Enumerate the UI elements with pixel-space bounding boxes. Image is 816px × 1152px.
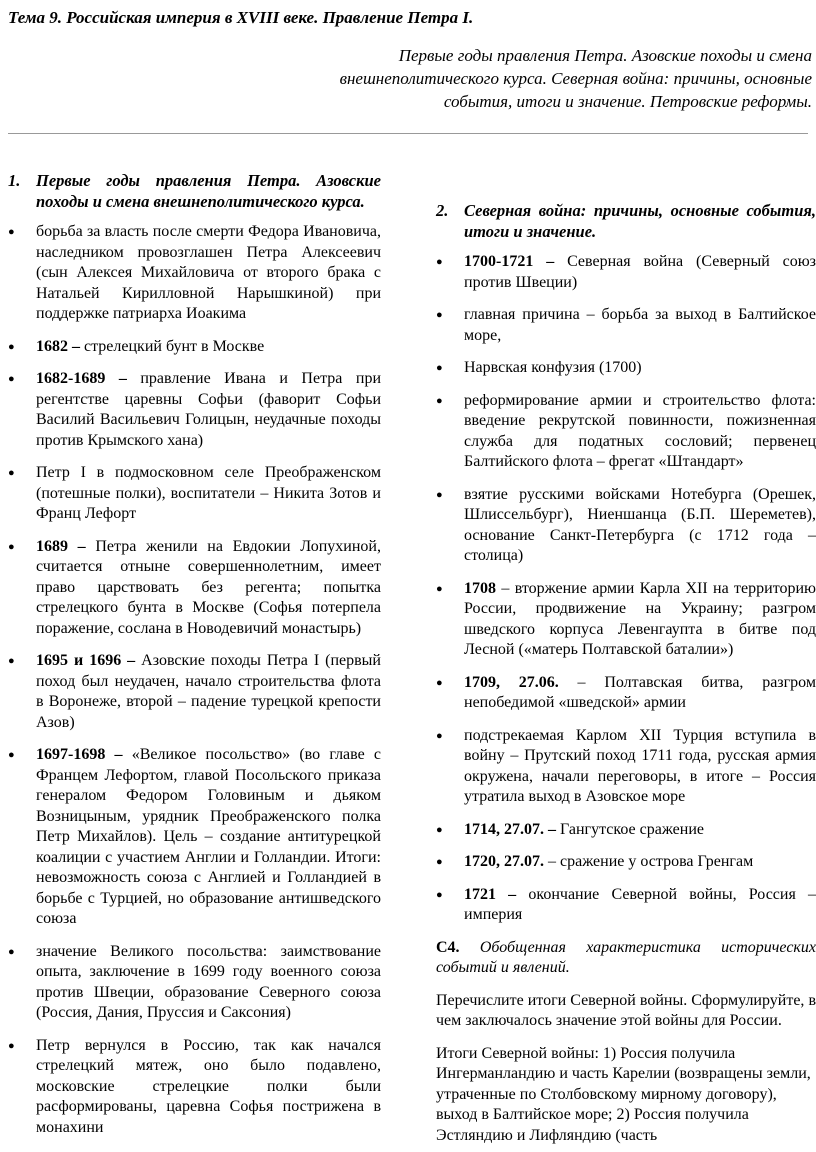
bullet-icon: ●	[436, 488, 443, 501]
bullet-icon: ●	[436, 856, 443, 868]
list-item-date: 1682-1689 –	[36, 370, 127, 387]
list-item-body: борьба за власть после смерти Федора Ивановича, наследником провозглашен Петра Алексеевич (сын Алексея Михайловича от второго брака с Натальей Кирилловной Нарышкиной) при поддержке патриарха Иоакима	[36, 223, 381, 322]
list-item-body: реформирование армии и строительство флота: введение рекрутской повинности, пожизненная служба для податных сословий; первенец Балтийского флота – фрегат «Штандарт»	[464, 391, 816, 470]
list-item-date: 1682 –	[36, 337, 80, 355]
list-item-text	[464, 885, 816, 926]
list-item-body: Нарвская конфузия (1700)	[464, 359, 642, 376]
bullet-icon: ●	[436, 729, 443, 742]
c4-question: Перечислите итоги Северной войны. Сформулируйте, в чем заключалось значение этой войны для России.	[436, 991, 816, 1029]
bullet-icon: ●	[8, 467, 15, 479]
section1-number: 1.	[8, 171, 21, 190]
list-item-text	[464, 305, 816, 346]
list-item	[436, 885, 816, 926]
list-item-body: стрелецкий бунт в Москве	[80, 337, 265, 355]
list-item-body: окончание Северной войны, Россия – империя	[464, 885, 816, 923]
bullet-icon: ●	[436, 256, 443, 268]
list-item-date: 1695 и 1696 –	[36, 652, 136, 669]
list-item-body: – сражение у острова Гренгам	[544, 853, 754, 870]
section2-list	[436, 252, 816, 926]
list-item-text	[36, 1036, 381, 1139]
list-item	[8, 651, 381, 733]
list-item-text	[464, 252, 816, 293]
bullet-icon: ●	[436, 309, 443, 321]
list-item-body: главная причина – борьба за выход в Балтийское море,	[464, 306, 816, 344]
list-item-text	[464, 726, 816, 808]
bullet-icon: ●	[436, 823, 443, 836]
list-item-text	[36, 337, 381, 358]
bullet-icon: ●	[8, 655, 15, 667]
left-column	[8, 170, 381, 1150]
list-item-date: 1720, 27.07.	[464, 853, 544, 870]
section2-heading-text: Северная война: причины, основные события, итоги и значение.	[464, 201, 816, 241]
bullet-icon: ●	[436, 582, 443, 595]
bullet-icon: ●	[8, 373, 15, 385]
bullet-icon: ●	[8, 1039, 15, 1052]
list-item-date: 1689 –	[36, 537, 86, 555]
c4-answer: Итоги Северной войны: 1) Россия получила Ингерманландию и часть Карелии (возвращены земли, утраченные по Столбовскому мирному договору), выход в Балтийское море; 2) Россия получила Эстляндию и Лифляндию (часть	[436, 1044, 811, 1144]
list-item-text	[464, 391, 816, 473]
list-item-text	[36, 537, 381, 640]
c4-task	[436, 938, 816, 979]
list-item-text	[464, 358, 816, 379]
list-item-body: Азовские походы Петра I (первый поход был неудачен, начало строительства флота в Воронеже, второй – падение турецкой крепости Азов)	[36, 652, 381, 731]
list-item-date: 1697-1698 –	[36, 746, 123, 763]
list-item	[436, 579, 816, 661]
list-item-date: 1709, 27.06.	[464, 673, 559, 691]
list-item-body: «Великое посольство» (во главе с Францем Лефортом, главой Посольского приказа генералом Федором Головиным и дьяком Возницыным, урядник Преображенского полка Петр Михайлов). Цель – создание антитурецкой коалиции с участием Англии и Голландии. Итоги: невозможность союза с Англией и Голландией в борьбе с Турцией, но образование антишведского союза	[36, 746, 382, 927]
list-item-text	[464, 673, 816, 714]
bullet-icon: ●	[436, 676, 443, 689]
bullet-icon: ●	[8, 540, 15, 553]
list-item-body: правление Ивана и Петра при регентстве царевны Софьи (фаворит Софьи Василий Васильевич Голицын, неудачные походы против Крымского хана)	[36, 370, 381, 449]
list-item	[436, 358, 816, 379]
list-item-body: Северная война (Северный союз против Швеции)	[464, 253, 816, 291]
list-item	[8, 537, 381, 640]
list-item-text	[36, 942, 381, 1024]
list-item-body: Гангутское сражение	[556, 820, 704, 838]
list-item	[8, 222, 381, 325]
divider	[8, 133, 808, 134]
section2-number: 2.	[436, 201, 449, 220]
list-item-text	[36, 463, 381, 525]
list-item-text	[36, 222, 381, 325]
list-item-text	[36, 369, 381, 451]
section1-heading-text: Первые годы правления Петра. Азовские походы и смена внешнеполитического курса.	[36, 171, 381, 211]
list-item	[8, 369, 381, 451]
list-item-body: – вторжение армии Карла XII на территорию России, продвижение на Украину; разгром шведского корпуса Левенгаупта в битве под Лесной («матерь Полтавской баталии»)	[464, 579, 816, 658]
list-item-text	[36, 745, 381, 930]
list-item	[8, 463, 381, 525]
list-item	[8, 1036, 381, 1139]
list-item-body: подстрекаемая Карлом XII Турция вступила в войну – Прутский поход 1711 года, русская армия окружена, начали переговоры, в итоге – Россия утратила выход в Азовское море	[464, 726, 816, 805]
c4-label: С4.	[436, 938, 460, 956]
list-item-body: Петр I в подмосковном селе Преображенском (потешные полки), воспитатели – Никита Зотов и Франц Лефорт	[36, 464, 381, 522]
bullet-icon: ●	[8, 226, 15, 238]
section2-heading	[436, 200, 816, 242]
list-item	[436, 820, 816, 841]
bullet-icon: ●	[8, 749, 15, 761]
list-item	[436, 252, 816, 293]
section1-list	[8, 222, 381, 1138]
bullet-icon: ●	[436, 888, 443, 901]
list-item-date: 1700-1721 –	[464, 253, 555, 270]
section1-heading	[8, 170, 381, 212]
page-subtitle: Первые годы правления Петра. Азовские походы и смена внешнеполитического курса. Северная война: причины, основные события, итоги и значение. Петровские реформы.	[339, 46, 812, 111]
list-item-text	[464, 485, 816, 567]
bullet-icon: ●	[436, 394, 443, 407]
list-item	[436, 485, 816, 567]
list-item-body: Петра женили на Евдокии Лопухиной, считается отныне совершеннолетним, имеет право царствовать без регента; попытка стрелецкого бунта в Москве (Софья потерпела поражение, сослана в Новодевичий монастырь)	[36, 537, 381, 637]
list-item	[436, 852, 816, 873]
list-item	[436, 305, 816, 346]
list-item-body: взятие русскими войсками Нотебурга (Орешек, Шлиссельбург), Ниеншанца (Б.П. Шереметев), основание Санкт-Петербурга (с 1712 года – столица)	[464, 485, 816, 564]
list-item-date: 1721 –	[464, 885, 517, 903]
bullet-icon: ●	[8, 340, 15, 353]
c4-task-text: Обобщенная характеристика исторических событий и явлений.	[436, 938, 816, 976]
list-item-text	[464, 820, 816, 841]
list-item-body: Петр вернулся в Россию, так как начался стрелецкий мятеж, оно было подавлено, московские стрелецкие полки были расформированы, царевна Софья пострижена в монахини	[36, 1036, 381, 1136]
list-item-body: значение Великого посольства: заимствование опыта, заключение в 1699 году военного союза против Швеции, образование Северного союза (Россия, Дания, Пруссия и Саксония)	[36, 942, 381, 1021]
bullet-icon: ●	[436, 362, 443, 374]
list-item	[436, 673, 816, 714]
list-item-date: 1714, 27.07. –	[464, 820, 556, 838]
page-title: Тема 9. Российская империя в XVIII веке. Правление Петра I.	[8, 8, 474, 27]
bullet-icon: ●	[8, 945, 15, 958]
list-item-text	[464, 579, 816, 661]
list-item-body: – Полтавская битва, разгром непобедимой «шведской» армии	[464, 673, 816, 711]
list-item-text	[464, 852, 816, 873]
list-item	[8, 337, 381, 358]
list-item-text	[36, 651, 381, 733]
list-item-date: 1708	[464, 579, 496, 597]
list-item	[436, 391, 816, 473]
list-item	[8, 942, 381, 1024]
right-column	[436, 200, 816, 1146]
list-item	[8, 745, 381, 930]
list-item	[436, 726, 816, 808]
